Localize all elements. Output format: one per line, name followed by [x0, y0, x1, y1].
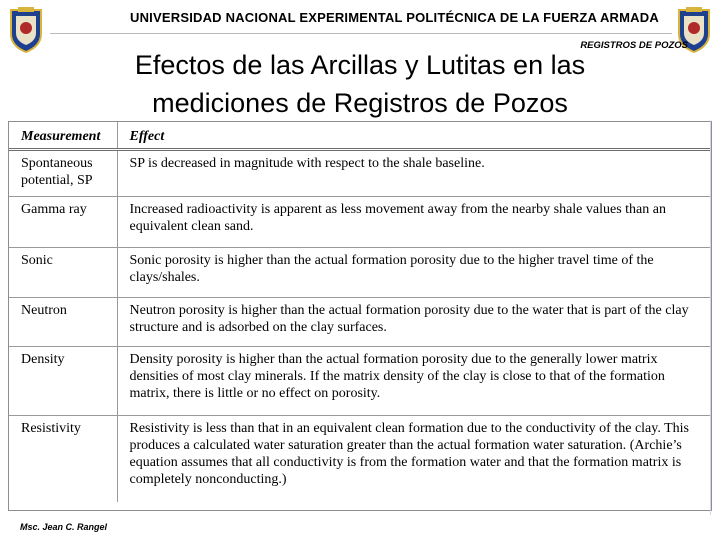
measurement-cell: Neutron: [9, 297, 117, 346]
table-row: [9, 247, 711, 297]
effect-cell: SP is decreased in magnitude with respect to the shale baseline.: [117, 149, 711, 196]
table-header-row: [9, 122, 711, 149]
table-row: [9, 415, 711, 502]
slide-title-line-2: mediciones de Registros de Pozos: [152, 88, 568, 118]
university-shield-icon: [8, 6, 44, 54]
effect-cell: Neutron porosity is higher than the actual formation porosity due to the water that is part of the clay structure and is adsorbed on the clay surfaces.: [117, 297, 711, 346]
clay-effects-table: [8, 121, 712, 511]
table-row: [9, 196, 711, 247]
measurement-cell: Spontaneous potential, SP: [9, 149, 117, 196]
effect-cell: Increased radioactivity is apparent as less movement away from the nearby shale values than an equivalent clean sand.: [117, 196, 711, 247]
column-header-effect: Effect: [117, 122, 711, 149]
measurement-cell: Sonic: [9, 247, 117, 297]
slide-title: [60, 46, 660, 122]
column-header-measurement: Measurement: [9, 122, 117, 149]
measurement-cell: Density: [9, 346, 117, 415]
effect-cell: Sonic porosity is higher than the actual formation porosity due to the higher travel time of the clays/shales.: [117, 247, 711, 297]
measurement-cell: Resistivity: [9, 415, 117, 502]
slide-title-line-1: Efectos de las Arcillas y Lutitas en las: [134, 50, 586, 80]
table-row: [9, 346, 711, 415]
institution-header: UNIVERSIDAD NACIONAL EXPERIMENTAL POLITÉCNICA DE LA FUERZA ARMADA: [130, 10, 659, 25]
table-row: [9, 149, 711, 196]
measurement-cell: Gamma ray: [9, 196, 117, 247]
effect-cell: Resistivity is less than that in an equivalent clean formation due to the conductivity of the clay. This produces a calculated water saturation greater than the actual formation water saturation. (Archie’s equation assumes that all conductivity is from the formation water and that the formation matrix is completely nonconducting.): [117, 415, 711, 502]
header-divider: [50, 33, 672, 34]
author-footer: Msc. Jean C. Rangel: [20, 522, 108, 532]
effect-cell: Density porosity is higher than the actual formation porosity due to the generally lower matrix densities of most clay minerals. If the matrix density of the clay is close to that of the formation matrix, there is little or no effect on porosity.: [117, 346, 711, 415]
table-row: [9, 297, 711, 346]
course-subtitle: REGISTROS DE POZOS: [580, 40, 688, 51]
slide-edge-rule: [710, 120, 711, 515]
